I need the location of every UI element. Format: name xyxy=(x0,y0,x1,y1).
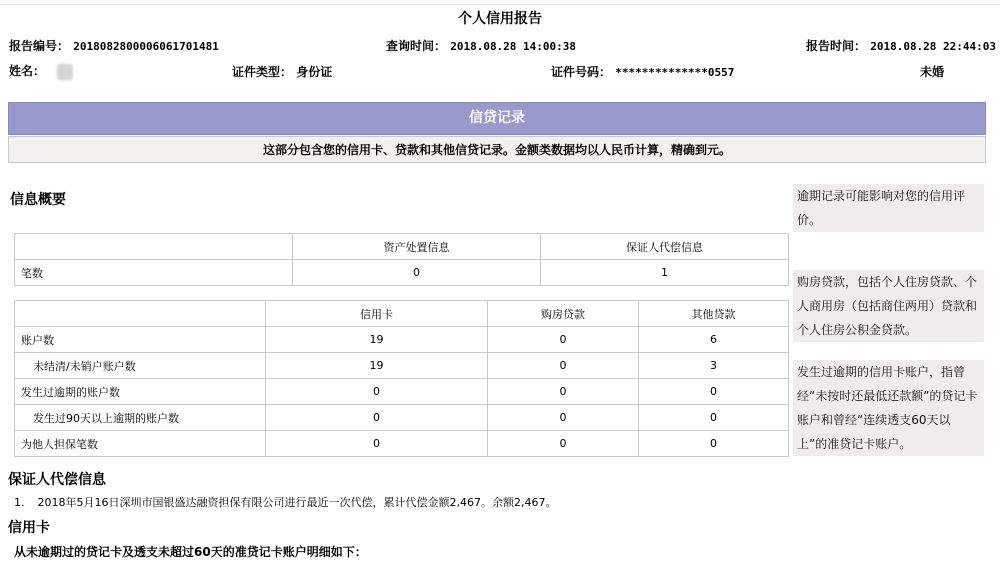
row-label: 为他人担保笔数 xyxy=(15,431,266,457)
row-label: 发生过逾期的账户数 xyxy=(15,379,266,405)
table-cell: 0 xyxy=(639,431,789,457)
report-title: 个人信用报告 xyxy=(458,11,542,27)
row-label: 笔数 xyxy=(15,260,293,286)
name-field xyxy=(9,62,73,80)
sidenote-overdue-card: 发生过逾期的信用卡账户，指曾经“未按时还最低还款额”的贷记卡账户和曾经“连续透支60天以上”的准贷记卡账户。 xyxy=(793,360,984,456)
id-type xyxy=(232,63,332,80)
table-cell: 0 xyxy=(293,260,541,286)
credit-card-title: 信用卡 xyxy=(8,520,50,536)
table-cell: 1 xyxy=(541,260,789,286)
id-type-label: 证件类型： xyxy=(232,65,293,79)
name-label: 姓名： xyxy=(9,64,46,78)
credit-record-note: 这部分包含您的信用卡、贷款和其他信贷记录。金额类数据均以人民币计算，精确到元。 xyxy=(8,136,986,163)
list-item-text: 2018年5月16日深圳市国银盛达融资担保有限公司进行最近一次代偿，累计代偿金额2,467。余额2,467。 xyxy=(37,496,557,509)
table-cell: 0 xyxy=(639,405,789,431)
table-cell: 0 xyxy=(266,431,488,457)
table-row xyxy=(15,327,789,353)
table-cell: 6 xyxy=(639,327,789,353)
table-cell: 0 xyxy=(488,353,639,379)
table-cell: 19 xyxy=(266,327,488,353)
report-time-label: 报告时间： xyxy=(806,39,867,53)
table-header-cell xyxy=(15,301,266,327)
table-cell: 0 xyxy=(488,405,639,431)
row-label: 账户数 xyxy=(15,327,266,353)
query-time xyxy=(386,37,576,54)
table-cell: 0 xyxy=(639,379,789,405)
disposal-guarantor-table xyxy=(14,233,789,286)
id-number-value: **************0557 xyxy=(615,66,735,79)
table-header-row xyxy=(15,234,789,260)
table-header-cell: 保证人代偿信息 xyxy=(541,234,789,260)
marital-status: 未婚 xyxy=(920,65,945,79)
report-time xyxy=(806,37,996,54)
table-header-cell xyxy=(15,234,293,260)
table-row xyxy=(15,379,789,405)
table-cell: 3 xyxy=(639,353,789,379)
table-cell: 0 xyxy=(266,405,488,431)
credit-record-header: 信贷记录 xyxy=(8,102,986,135)
table-cell: 0 xyxy=(488,379,639,405)
table-header-row xyxy=(15,301,789,327)
table-row xyxy=(15,353,789,379)
top-divider xyxy=(0,4,1000,5)
id-type-value: 身份证 xyxy=(296,65,333,79)
table-header-cell: 其他贷款 xyxy=(639,301,789,327)
query-time-label: 查询时间： xyxy=(386,39,447,53)
table-row xyxy=(15,405,789,431)
account-summary-table xyxy=(14,300,789,457)
overview-title: 信息概要 xyxy=(10,192,66,208)
query-time-value: 2018.08.28 14:00:38 xyxy=(450,40,577,53)
guarantor-title: 保证人代偿信息 xyxy=(8,472,106,488)
sidenote-housing-loan: 购房贷款，包括个人住房贷款、个人商用房（包括商住两用）贷款和个人住房公积金贷款。 xyxy=(793,270,984,342)
row-label: 未结清/未销户账户数 xyxy=(15,353,266,379)
row-label: 发生过90天以上逾期的账户数 xyxy=(15,405,266,431)
report-id xyxy=(9,37,219,54)
id-number xyxy=(551,63,734,80)
table-cell: 0 xyxy=(488,327,639,353)
table-row xyxy=(15,260,789,286)
report-time-value: 2018.08.28 22:44:03 xyxy=(870,40,997,53)
credit-card-subtitle: 从未逾期过的贷记卡及透支未超过60天的准贷记卡账户明细如下： xyxy=(14,545,367,559)
table-cell: 0 xyxy=(266,379,488,405)
id-number-label: 证件号码： xyxy=(551,65,612,79)
redacted-name xyxy=(57,64,73,80)
report-id-label: 报告编号： xyxy=(9,39,70,53)
list-item xyxy=(14,494,556,510)
report-id-value: 2018082800006061701481 xyxy=(73,40,219,53)
table-cell: 0 xyxy=(488,431,639,457)
table-header-cell: 购房贷款 xyxy=(488,301,639,327)
table-header-cell: 资产处置信息 xyxy=(293,234,541,260)
table-cell: 19 xyxy=(266,353,488,379)
list-item-number: 1. xyxy=(14,496,25,509)
sidenote-overdue: 逾期记录可能影响对您的信用评价。 xyxy=(793,184,984,232)
table-header-cell: 信用卡 xyxy=(266,301,488,327)
table-row xyxy=(15,431,789,457)
